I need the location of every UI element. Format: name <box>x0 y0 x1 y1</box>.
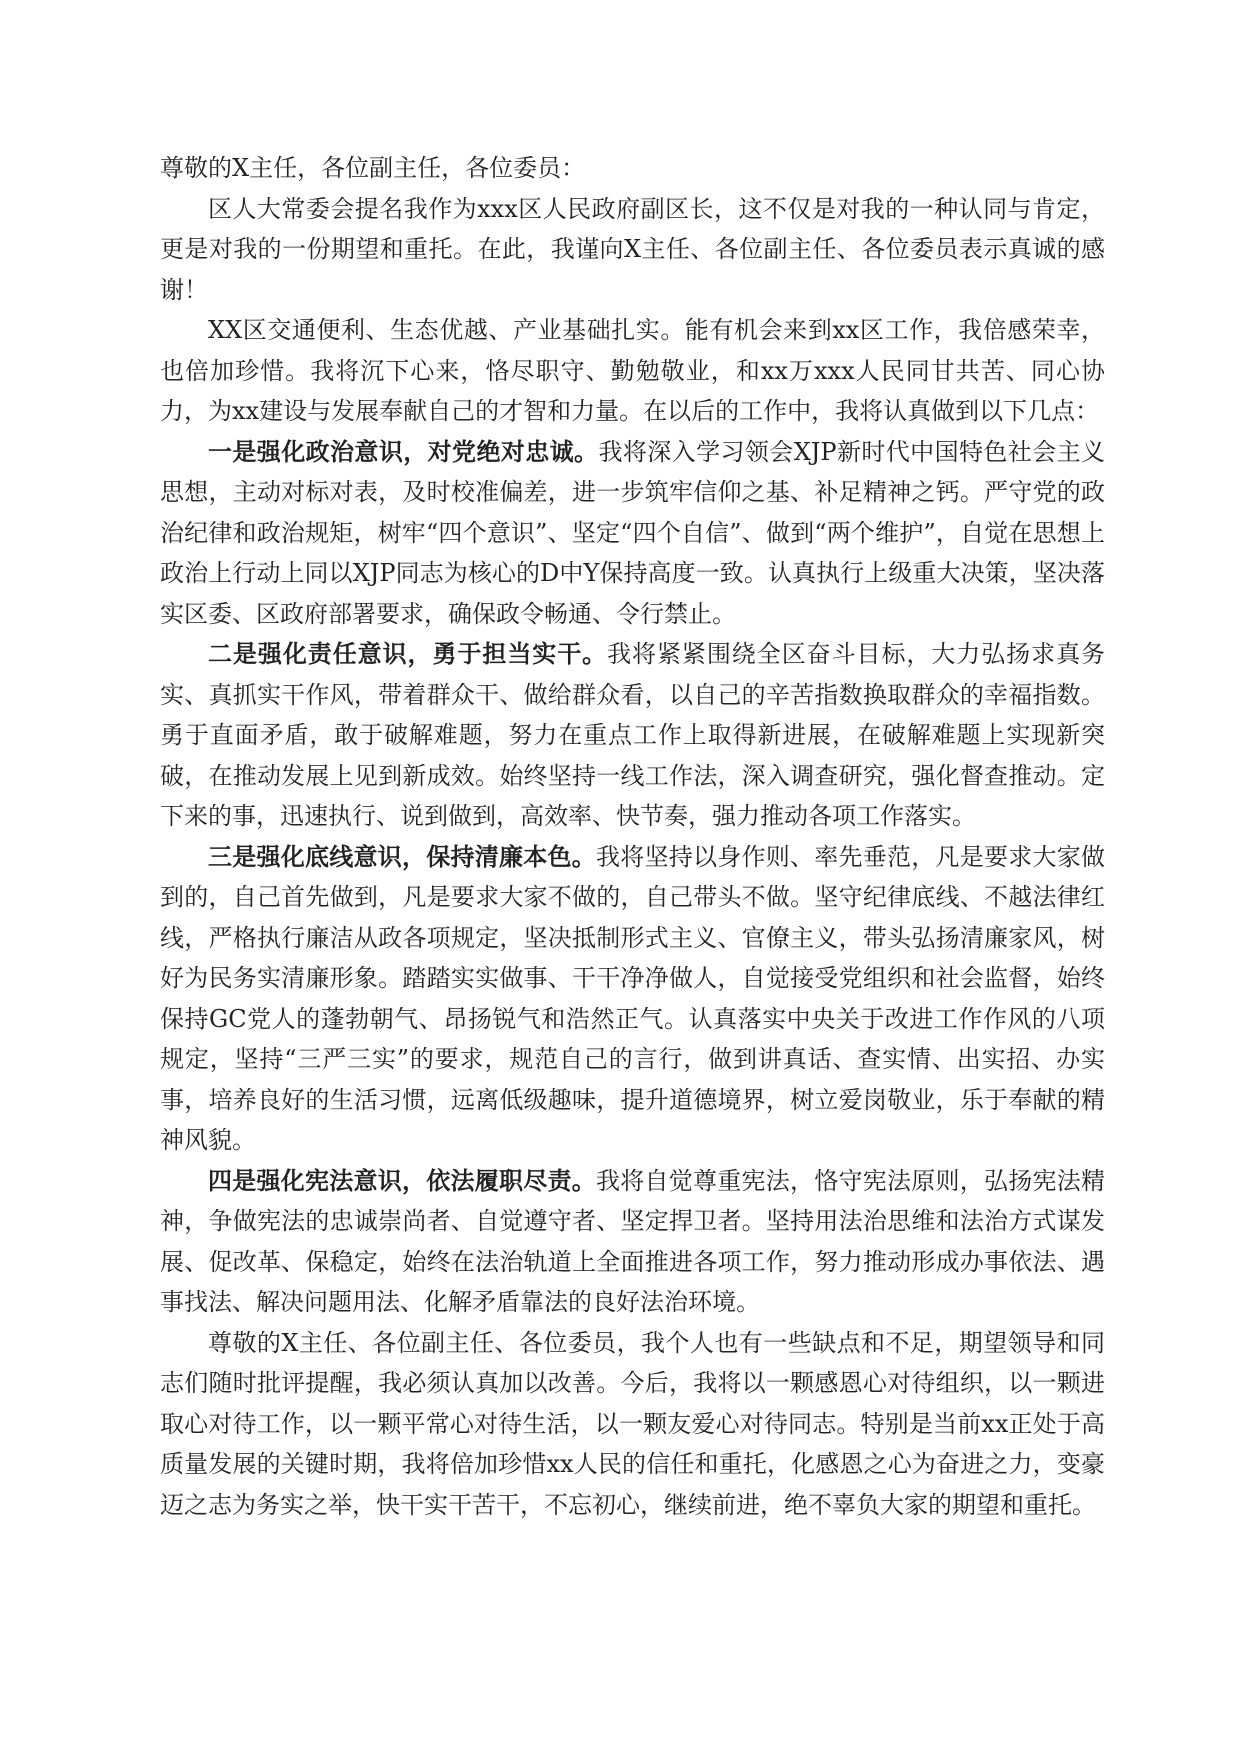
point-heading-3: 三是强化底线意识，保持清廉本色。 <box>208 841 596 871</box>
point-heading-4: 四是强化宪法意识，依法履职尽责。 <box>208 1165 596 1195</box>
point-body-4: 我将自觉尊重宪法，恪守宪法原则，弘扬宪法精神，争做宪法的忠诚崇尚者、自觉遵守者、坚定捍卫者。坚持用法治思维和法治方式谋发展、促改革、保稳定，始终在法治轨道上全面推进各项工作，努力推动形成办事依法、遇事找法、解决问题用法、化解矛盾靠法的良好法治环境。 <box>160 1166 1105 1316</box>
point-body-2: 我将紧紧围绕全区奋斗目标，大力弘扬求真务实、真抓实干作风，带着群众干、做给群众看，以自己的辛苦指数换取群众的幸福指数。勇于直面矛盾，敢于破解难题，努力在重点工作上取得新进展，在破解难题上实现新突破，在推动发展上见到新成效。始终坚持一线工作法，深入调查研究，强化督查推动。定下来的事，迅速执行、说到做到，高效率、快节奏，强力推动各项工作落实。 <box>160 640 1106 830</box>
point-body-3: 我将坚持以身作则、率先垂范，凡是要求大家做到的，自己首先做到，凡是要求大家不做的，自己带头不做。坚守纪律底线、不越法律红线，严格执行廉洁从政各项规定，坚决抵制形式主义、官僚主义，带头弘扬清廉家风，树好为民务实清廉形象。踏踏实实做事、干干净净做人，自觉接受党组织和社会监督，始终保持GC党人的蓬勃朝气、昂扬锐气和浩然正气。认真落实中央关于改进工作作风的八项规定，坚持“三严三实”的要求，规范自己的言行，做到讲真话、查实情、出实招、办实事，培养良好的生活习惯，远离低级趣味，提升道德境界，树立爱岗敬业，乐于奉献的精神风貌。 <box>160 842 1105 1154</box>
point-paragraph-3 <box>160 837 1105 1161</box>
point-paragraph-4 <box>160 1161 1105 1323</box>
salutation: 尊敬的X主任，各位副主任，各位委员： <box>160 154 586 182</box>
background-paragraph: XX区交通便利、生态优越、产业基础扎实。能有机会来到xx区工作，我倍感荣幸，也倍加珍惜。我将沉下心来，恪尽职守、勤勉敬业，和xx万xxx人民同甘共苦、同心协力，为xx建设与发展奉献自己的才智和力量。在以后的工作中，我将认真做到以下几点： <box>160 316 1105 425</box>
closing-paragraph: 尊敬的X主任、各位副主任、各位委员，我个人也有一些缺点和不足，期望领导和同志们随时批评提醒，我必须认真加以改善。今后，我将以一颗感恩心对待组织，以一颗进取心对待工作，以一颗平常心对待生活，以一颗友爱心对待同志。特别是当前xx正处于高质量发展的关键时期，我将倍加珍惜xx人民的信任和重托，化感恩之心为奋进之力，变豪迈之志为务实之举，快干实干苦干，不忘初心，继续前进，绝不辜负大家的期望和重托。 <box>160 1328 1105 1519</box>
point-body-1: 我将深入学习领会XJP新时代中国特色社会主义思想，主动对标对表，及时校准偏差，进一步筑牢信仰之基、补足精神之钙。严守党的政治纪律和政治规矩，树牢“四个意识”、坚定“四个自信”、做到“两个维护”，自觉在思想上政治上行动上同以XJP同志为核心的D中Y保持高度一致。认真执行上级重大决策，坚决落实区委、区政府部署要求，确保政令畅通、令行禁止。 <box>160 437 1105 628</box>
point-paragraph-1 <box>160 432 1105 635</box>
point-paragraph-2 <box>160 634 1105 837</box>
document-page <box>160 148 1105 1525</box>
intro-paragraph: 区人大常委会提名我作为xxx区人民政府副区长，这不仅是对我的一种认同与肯定，更是对我的一份期望和重托。在此，我谨向X主任、各位副主任、各位委员表示真诚的感谢！ <box>160 194 1105 304</box>
point-heading-2: 二是强化责任意识，勇于担当实干。 <box>208 639 608 668</box>
point-heading-1: 一是强化政治意识，对党绝对忠诚。 <box>208 436 599 466</box>
